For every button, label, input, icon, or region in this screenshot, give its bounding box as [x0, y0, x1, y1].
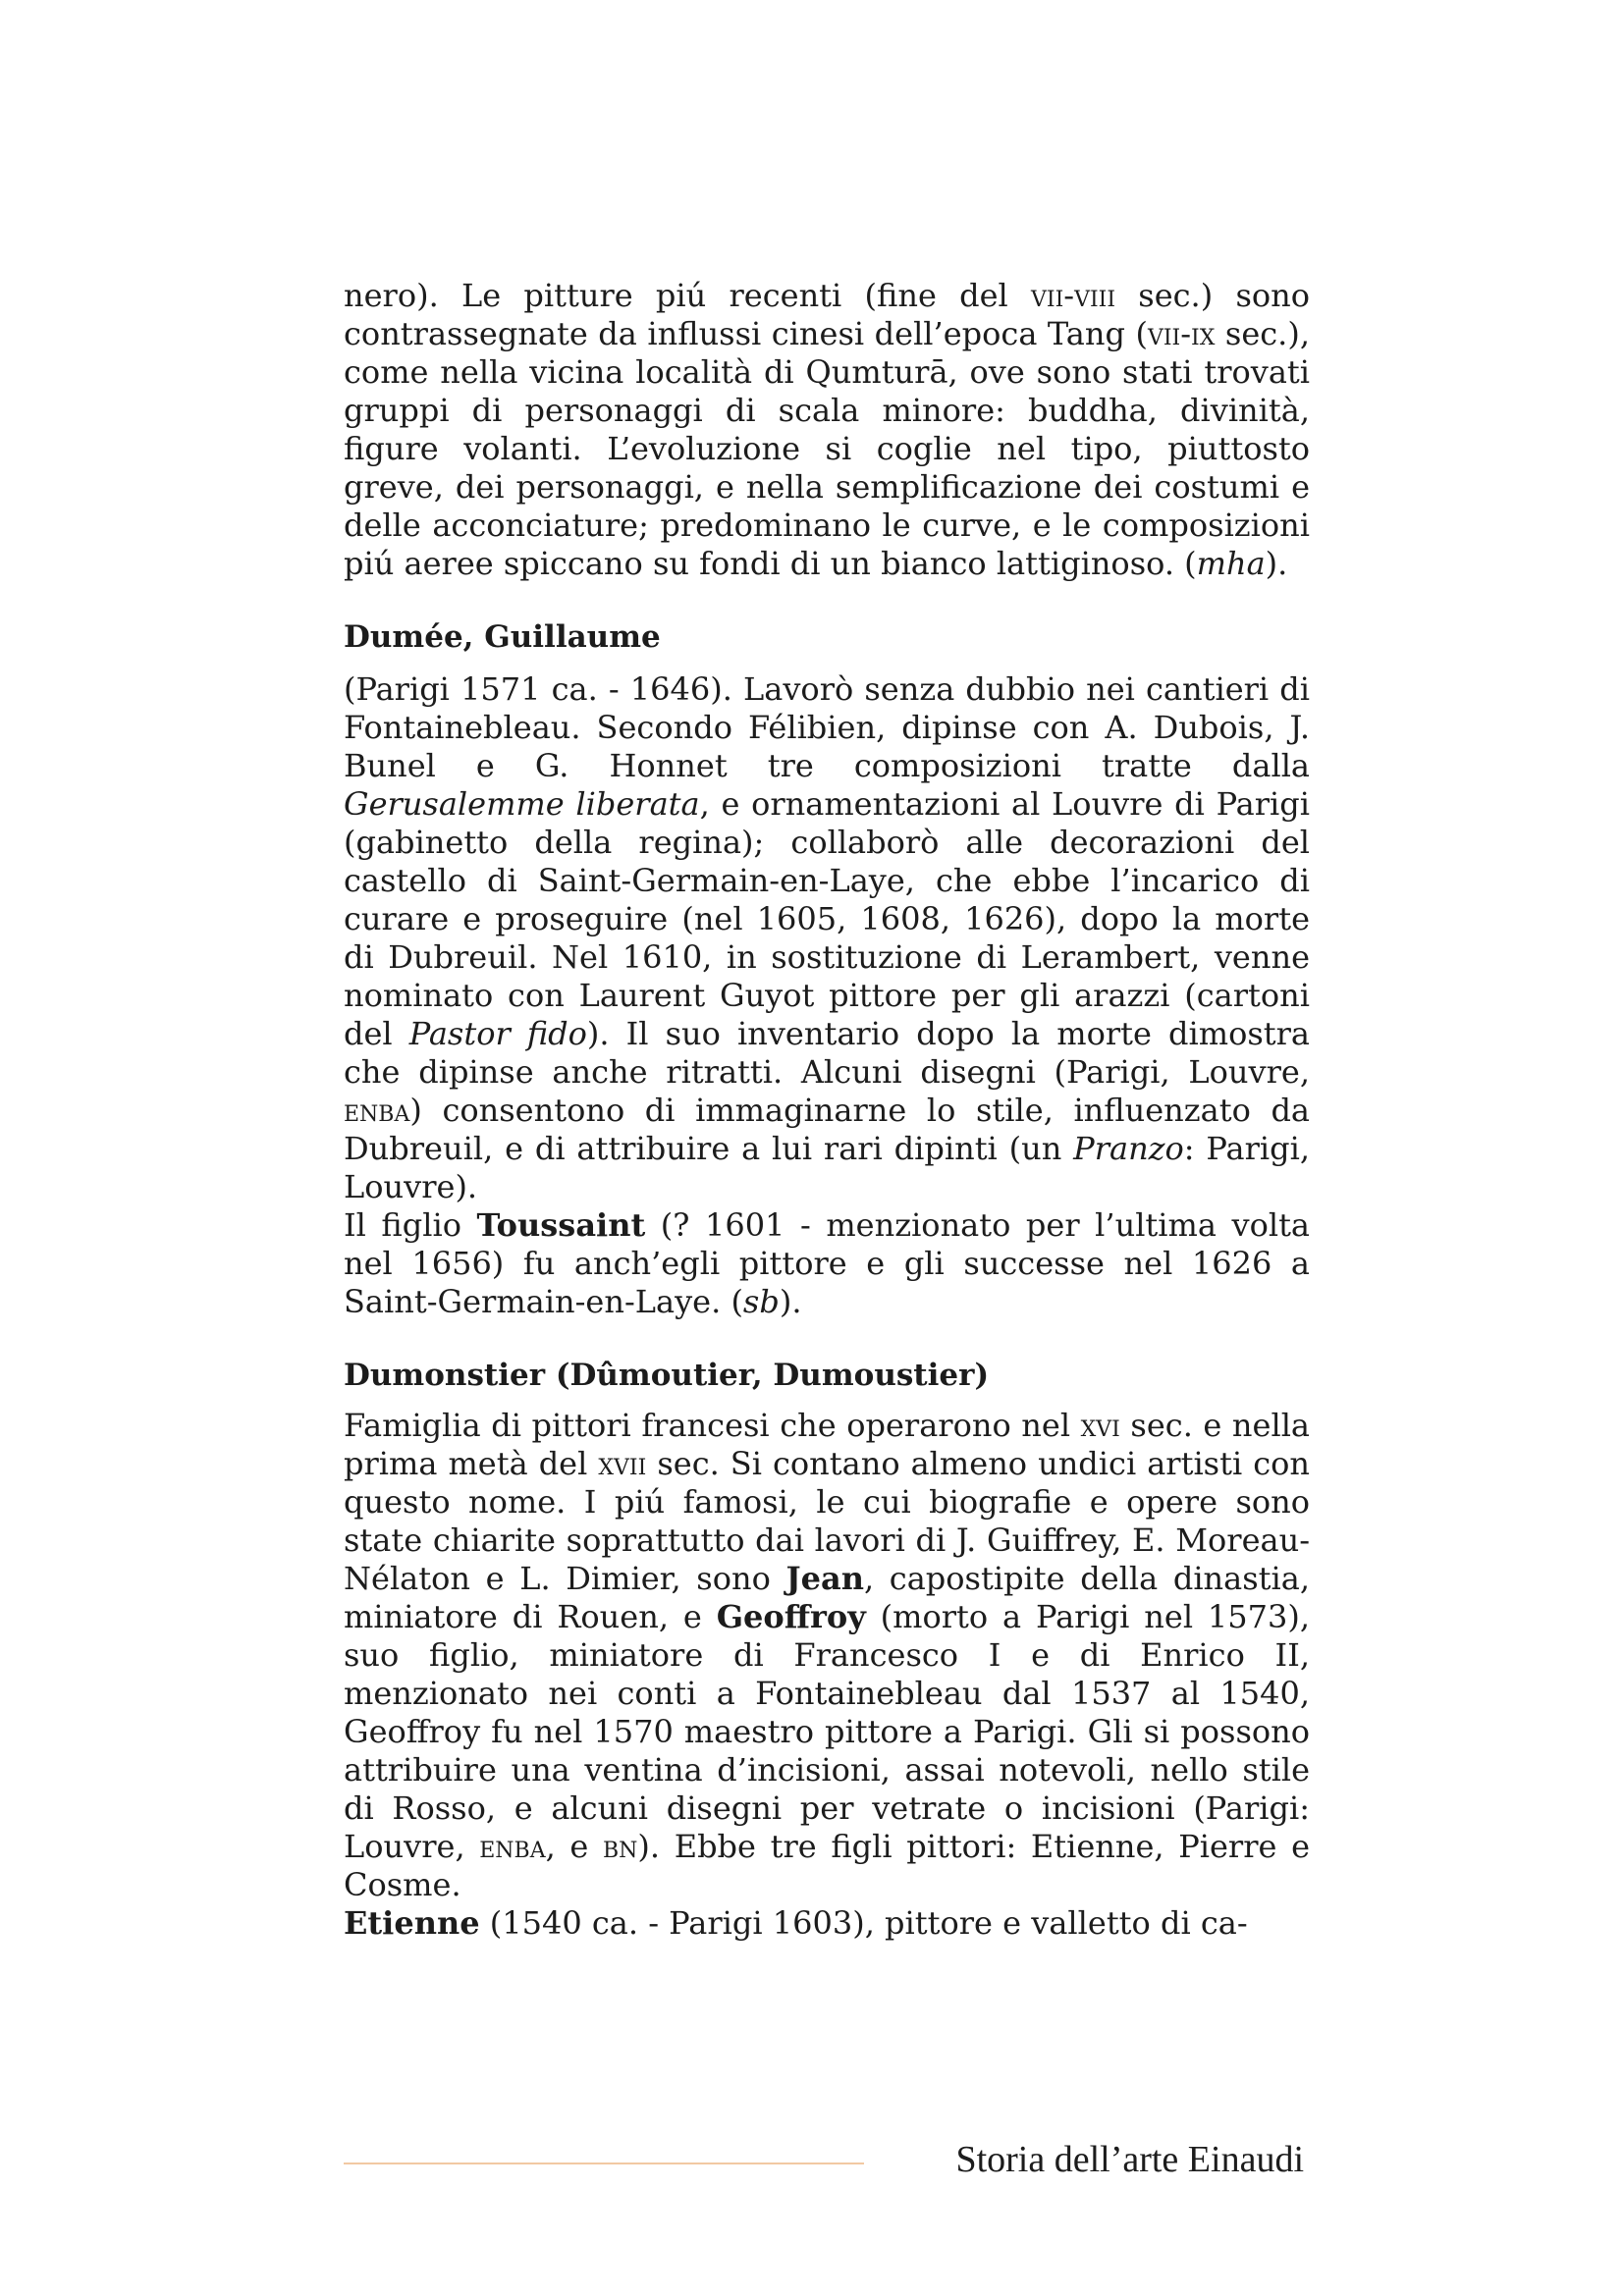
entry-dumonstier-paragraph: Famiglia di pittori francesi che operarono nel xvi sec. e nella prima metà del xvii sec. Si contano almeno undici artisti con questo nome. I piú famosi, le cui biografie e opere sono state chiarite soprattutto dai lavori di J. Guiffrey, E. Moreau-Nélaton e L. Dimier, sono Jean, capostipite della dinastia, miniatore di Rouen, e Geoffroy (morto a Parigi nel 1573), suo figlio, miniatore di Francesco I e di Enrico II, menzionato nei conti a Fontainebleau dal 1537 al 1540, Geoffroy fu nel 1570 maestro pittore a Parigi. Gli si possono attribuire una ventina d’incisioni, assai notevoli, nello stile di Rosso, e alcuni disegni per vetrate o incisioni (Parigi: Louvre, enba, e bn). Ebbe tre figli pittori: Etienne, Pierre e Cosme. — [344, 1407, 1311, 1903]
intro-paragraph: nero). Le pitture piú recenti (fine del vii-viii sec.) sono contrassegnate da influssi cinesi dell’epoca Tang (vii-ix sec.), come nella vicina località di Qumturā, ove sono stati trovati gruppi di personaggi di scala minore: buddha, divinità, figure volanti. L’evoluzione si coglie nel tipo, piuttosto greve, dei personaggi, e nella semplificazione dei costumi e delle acconciature; predominano le curve, e le composizioni piú aeree spiccano su fondi di un bianco lattiginoso. (mha). — [344, 277, 1311, 582]
page-footer — [344, 2138, 1310, 2181]
page-body — [344, 277, 1310, 1943]
entry-dumee-son-paragraph: Il figlio Toussaint (? 1601 - menzionato per l’ultima volta nel 1656) fu anch’egli pittore e gli successe nel 1626 a Saint-Germain-en-Laye. (sb). — [344, 1206, 1311, 1320]
footer-rule — [344, 2163, 864, 2164]
entry-dumee-paragraph: (Parigi 1571 ca. - 1646). Lavorò senza dubbio nei cantieri di Fontainebleau. Secondo Félibien, dipinse con A. Dubois, J. Bunel e G. Honnet tre composizioni tratte dalla Gerusalemme liberata, e ornamentazioni al Louvre di Parigi (gabinetto della regina); collaborò alle decorazioni del castello di Saint-Germain-en-Laye, che ebbe l’incarico di curare e proseguire (nel 1605, 1608, 1626), dopo la morte di Dubreuil. Nel 1610, in sostituzione di Lerambert, venne nominato con Laurent Guyot pittore per gli arazzi (cartoni del Pastor fido). Il suo inventario dopo la morte dimostra che dipinse anche ritratti. Alcuni disegni (Parigi, Louvre, enba) consentono di immaginarne lo stile, influenzato da Dubreuil, e di attribuire a lui rari dipinti (un Pranzo: Parigi, Louvre). — [344, 670, 1311, 1205]
entry-dumonstier-etienne-paragraph: Etienne (1540 ca. - Parigi 1603), pittore e valletto di ca- — [344, 1904, 1248, 1942]
footer-title: Storia dell’arte Einaudi — [955, 2139, 1304, 2180]
entry-heading-dumee: Dumée, Guillaume — [344, 619, 661, 655]
author-initials: mha — [1196, 545, 1266, 582]
author-initials: sb — [742, 1283, 780, 1320]
entry-heading-dumonstier: Dumonstier (Dûmoutier, Dumoustier) — [344, 1358, 990, 1393]
